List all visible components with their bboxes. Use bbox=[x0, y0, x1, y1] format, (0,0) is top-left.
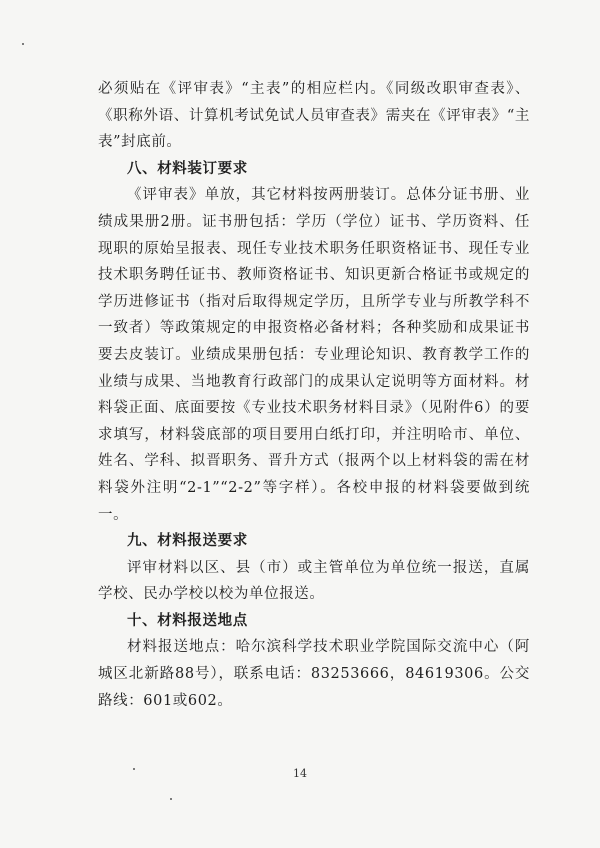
paragraph-submission-requirements: 评审材料以区、县（市）或主管单位为单位统一报送，直属学校、民办学校以校为单位报送。 bbox=[98, 559, 530, 603]
scan-speck bbox=[170, 798, 172, 800]
page-number: 14 bbox=[293, 767, 307, 780]
scan-speck bbox=[22, 43, 24, 45]
heading-submission-location: 十、材料报送地点 bbox=[127, 612, 248, 629]
heading-submission-requirements: 九、材料报送要求 bbox=[127, 533, 248, 550]
scan-speck bbox=[133, 768, 135, 770]
paragraph-attachment-note: 必须贴在《评审表》“主表”的相应栏内。《同级改职审查表》、《职称外语、计算机考试免试人员审查表》需夹在《评审表》“主表”封底前。 bbox=[98, 81, 530, 151]
document-body bbox=[98, 76, 530, 714]
heading-binding-requirements: 八、材料装订要求 bbox=[127, 160, 248, 177]
paragraph-submission-location: 材料报送地点：哈尔滨科学技术职业学院国际交流中心（阿城区北新路88号），联系电话：83253666，84619306。公交路线：601或602。 bbox=[98, 639, 530, 709]
paragraph-binding-requirements: 《评审表》单放，其它材料按两册装订。总体分证书册、业绩成果册2册。证书册包括：学历（学位）证书、学历资料、任现职的原始呈报表、现任专业技术职务任职资格证书、现任专业技术职务聘任证书、教师资格证书、知识更新合格证书或规定的学历进修证书（指对后取得规定学历，且所学专业与所教学科不一致者）等政策规定的申报资格必备材料；各种奖励和成果证书要去皮装订。业绩成果册包括：专业理论知识、教育教学工作的业绩与成果、当地教育行政部门的成果认定说明等方面材料。材料袋正面、底面要按《专业技术职务材料目录》（见附件6）的要求填写，材料袋底部的项目要用白纸打印，并注明哈市、单位、姓名、学科、拟晋职务、晋升方式（报两个以上材料袋的需在材料袋外注明“2-1”“2-2”等字样）。各校申报的材料袋要做到统一。 bbox=[98, 187, 530, 523]
